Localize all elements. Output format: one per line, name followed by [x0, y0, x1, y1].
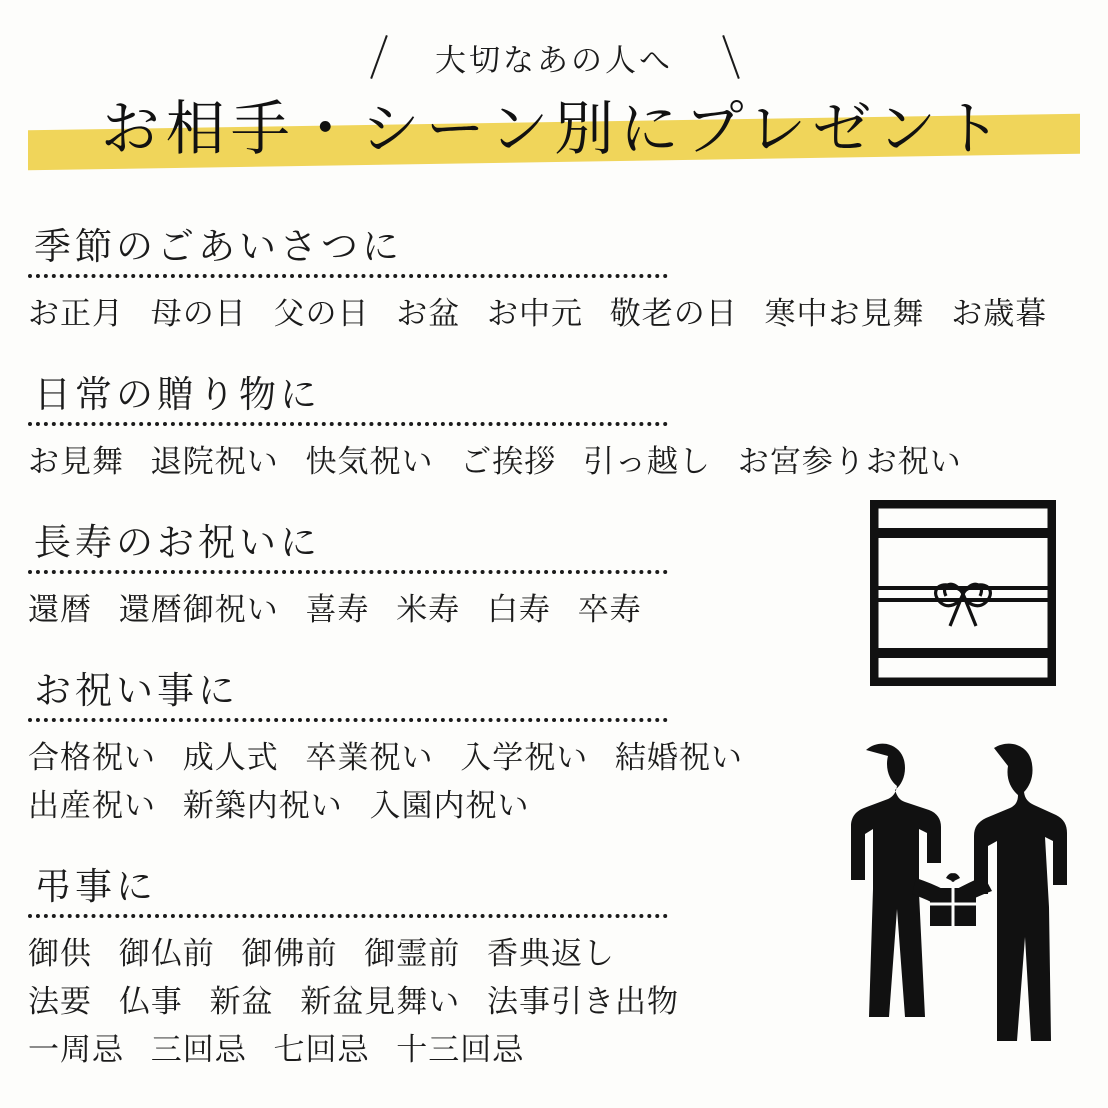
section-items — [28, 586, 1108, 634]
list-item[interactable]: お歳暮 — [951, 296, 1048, 331]
section-heading: 弔事に — [34, 867, 157, 909]
page-title: お相手・シーン別にプレゼント — [100, 96, 1008, 162]
item-row — [28, 1026, 1108, 1074]
list-item[interactable]: 十三回忌 — [396, 1032, 525, 1068]
list-item[interactable]: お宮参りお祝い — [737, 444, 962, 480]
list-item[interactable]: 一周忌 — [28, 1032, 124, 1068]
section-divider — [28, 422, 668, 426]
list-item[interactable]: 法要 — [28, 984, 92, 1020]
list-item[interactable]: お盆 — [396, 296, 461, 331]
list-item[interactable]: 御佛前 — [241, 936, 338, 972]
list-item[interactable]: 結婚祝い — [615, 740, 743, 776]
list-item[interactable]: 還暦 — [28, 592, 92, 628]
list-item[interactable]: 白寿 — [487, 592, 551, 628]
list-item[interactable]: 引っ越し — [583, 444, 711, 480]
list-item[interactable]: 父の日 — [273, 296, 370, 331]
list-item[interactable]: 敬老の日 — [609, 296, 738, 331]
section-everyday-gifts — [0, 364, 1108, 486]
list-item[interactable]: 還暦御祝い — [118, 592, 279, 628]
section-celebrations — [0, 660, 1108, 830]
list-item[interactable]: 仏事 — [118, 984, 183, 1020]
list-item[interactable]: 新築内祝い — [182, 788, 343, 824]
section-items — [28, 930, 1108, 1074]
eyebrow-text: 大切なあの人へ — [435, 42, 673, 78]
section-divider — [28, 274, 668, 278]
section-items — [28, 734, 1108, 830]
item-row — [28, 782, 1108, 830]
list-item[interactable]: 御供 — [28, 936, 92, 972]
list-item[interactable]: お正月 — [28, 296, 124, 331]
list-item[interactable]: お中元 — [487, 296, 583, 331]
section-divider — [28, 570, 668, 574]
list-item[interactable]: 成人式 — [182, 740, 279, 776]
list-item[interactable]: ご挨拶 — [460, 444, 557, 480]
list-item[interactable]: 米寿 — [396, 592, 461, 628]
list-item[interactable]: 三回忌 — [150, 1032, 247, 1068]
list-item[interactable]: 新盆見舞い — [300, 984, 461, 1020]
list-item[interactable]: 退院祝い — [150, 444, 279, 480]
list-item[interactable]: 御霊前 — [364, 936, 461, 972]
list-item[interactable]: 卒業祝い — [305, 740, 434, 776]
section-condolences — [0, 856, 1108, 1074]
item-row — [28, 930, 1108, 978]
slash-right-icon — [707, 34, 753, 80]
item-row — [28, 734, 1108, 782]
list-item[interactable]: 香典返し — [487, 936, 615, 972]
slash-left-icon — [355, 34, 401, 80]
item-row — [28, 290, 1108, 338]
list-item[interactable]: 母の日 — [150, 296, 247, 331]
section-seasonal-greetings — [0, 216, 1108, 338]
title-wrap — [0, 86, 1108, 172]
section-divider — [28, 914, 668, 918]
list-item[interactable]: 七回忌 — [273, 1032, 370, 1068]
list-item[interactable]: 入園内祝い — [369, 788, 530, 824]
list-item[interactable]: 寒中お見舞 — [764, 296, 925, 331]
list-item[interactable]: 喜寿 — [305, 592, 370, 628]
section-heading: 長寿のお祝いに — [34, 523, 321, 565]
list-item[interactable]: 出産祝い — [28, 788, 156, 824]
list-item[interactable]: 法事引き出物 — [487, 984, 679, 1020]
list-item[interactable]: 卒寿 — [577, 592, 642, 628]
section-heading: 季節のごあいさつに — [34, 227, 403, 268]
section-heading: お祝い事に — [34, 671, 239, 713]
list-item[interactable]: お見舞 — [28, 444, 124, 480]
list-item[interactable]: 新盆 — [209, 984, 274, 1020]
list-item[interactable]: 入学祝い — [460, 740, 589, 776]
section-longevity-celebrations — [0, 512, 1108, 634]
item-row — [28, 438, 1108, 486]
page-header — [0, 0, 1108, 180]
section-divider — [28, 718, 668, 722]
item-row — [28, 978, 1108, 1026]
section-items — [28, 438, 1108, 486]
section-heading: 日常の贈り物に — [34, 375, 321, 417]
list-item[interactable]: 合格祝い — [28, 740, 156, 776]
list-item[interactable]: 御仏前 — [118, 936, 215, 972]
item-row — [28, 586, 1108, 634]
section-items — [28, 290, 1108, 338]
list-item[interactable]: 快気祝い — [305, 444, 434, 480]
eyebrow-row — [0, 0, 1108, 80]
sections-list — [0, 180, 1108, 1074]
